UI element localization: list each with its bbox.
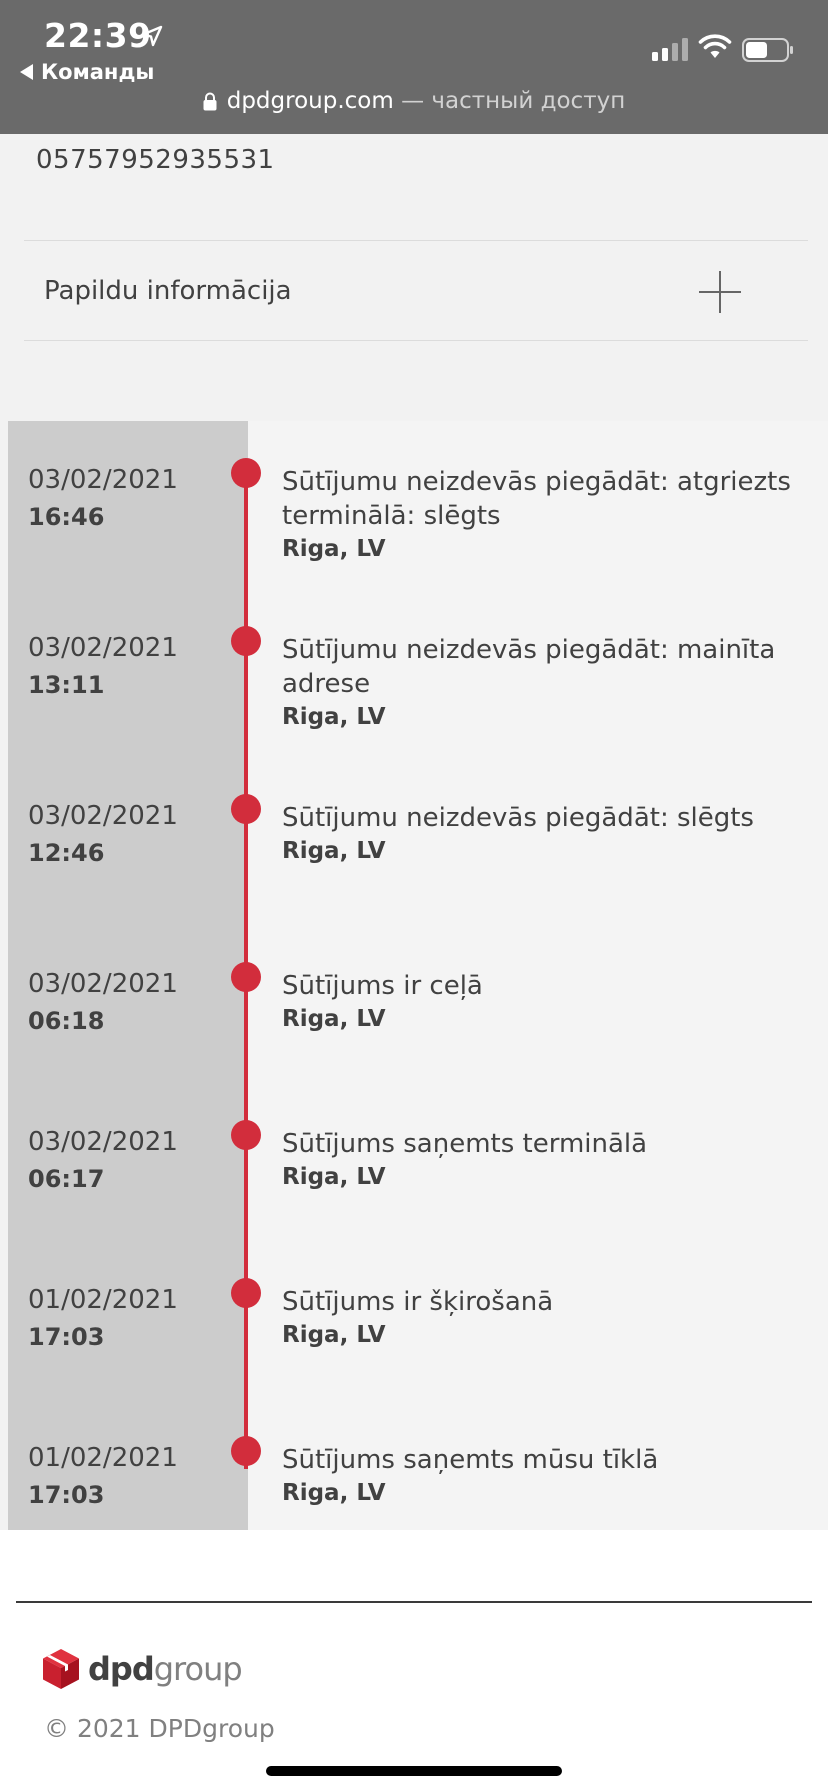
event-date: 03/02/2021 bbox=[28, 969, 178, 999]
dpd-cube-logo-icon bbox=[42, 1648, 80, 1690]
event-place: Riga, LV bbox=[282, 536, 386, 562]
cellular-signal-icon bbox=[652, 37, 688, 61]
footer-divider bbox=[16, 1601, 812, 1603]
event-date: 03/02/2021 bbox=[28, 801, 178, 831]
logo-text-group: group bbox=[153, 1650, 242, 1688]
event-date: 01/02/2021 bbox=[28, 1443, 178, 1473]
event-time: 13:11 bbox=[28, 671, 105, 699]
status-time: 22:39 bbox=[44, 16, 152, 55]
event-time: 16:46 bbox=[28, 503, 105, 531]
event-date: 01/02/2021 bbox=[28, 1285, 178, 1315]
event-time: 06:18 bbox=[28, 1007, 105, 1035]
dpdgroup-logo[interactable] bbox=[42, 1648, 242, 1690]
battery-icon bbox=[742, 38, 794, 62]
timeline-dot-icon bbox=[231, 1436, 261, 1466]
divider-bottom bbox=[24, 340, 808, 341]
copyright: © 2021 DPDgroup bbox=[44, 1714, 275, 1743]
timeline-dot-icon bbox=[231, 794, 261, 824]
event-status: Sūtījums ir ceļā bbox=[282, 971, 483, 1001]
browser-top-bar bbox=[0, 0, 828, 134]
event-time: 06:17 bbox=[28, 1165, 105, 1193]
event-time: 17:03 bbox=[28, 1481, 105, 1509]
timeline-dot-icon bbox=[231, 458, 261, 488]
event-place: Riga, LV bbox=[282, 838, 386, 864]
event-place: Riga, LV bbox=[282, 1480, 386, 1506]
home-indicator[interactable] bbox=[266, 1766, 562, 1776]
page-footer bbox=[0, 1530, 828, 1792]
back-triangle-icon bbox=[20, 64, 33, 80]
event-date: 03/02/2021 bbox=[28, 1127, 178, 1157]
event-place: Riga, LV bbox=[282, 1322, 386, 1348]
plus-icon[interactable] bbox=[699, 271, 741, 313]
logo-text-dpd: dpd bbox=[88, 1650, 154, 1688]
event-status: Sūtījumu neizdevās piegādāt: atgriezts terminālā: slēgts bbox=[282, 467, 791, 531]
back-to-app-button[interactable] bbox=[20, 60, 154, 84]
timeline-dot-icon bbox=[231, 1278, 261, 1308]
event-status: Sūtījumu neizdevās piegādāt: slēgts bbox=[282, 803, 754, 833]
tracking-timeline bbox=[8, 421, 828, 1530]
event-place: Riga, LV bbox=[282, 704, 386, 730]
back-to-app-label: Команды bbox=[41, 60, 155, 84]
wifi-icon bbox=[698, 34, 732, 60]
event-status: Sūtījumu neizdevās piegādāt: mainīta adrese bbox=[282, 635, 776, 699]
url-domain: dpdgroup.com bbox=[226, 88, 394, 114]
event-status: Sūtījums ir šķirošanā bbox=[282, 1287, 554, 1317]
url-bar[interactable] bbox=[0, 88, 828, 114]
tracking-number: 05757952935531 bbox=[36, 145, 275, 175]
event-date: 03/02/2021 bbox=[28, 465, 178, 495]
timeline-dot-icon bbox=[231, 962, 261, 992]
event-status: Sūtījums saņemts mūsu tīklā bbox=[282, 1445, 659, 1475]
event-time: 17:03 bbox=[28, 1323, 105, 1351]
lock-icon bbox=[203, 92, 217, 111]
event-date: 03/02/2021 bbox=[28, 633, 178, 663]
url-private-mode: — частный доступ bbox=[401, 88, 626, 114]
event-place: Riga, LV bbox=[282, 1164, 386, 1190]
location-arrow-icon bbox=[140, 24, 164, 48]
additional-info-label: Papildu informācija bbox=[44, 276, 292, 306]
event-time: 12:46 bbox=[28, 839, 105, 867]
timeline-dot-icon bbox=[231, 1120, 261, 1150]
additional-info-toggle[interactable] bbox=[24, 241, 808, 341]
event-status: Sūtījums saņemts terminālā bbox=[282, 1129, 648, 1159]
timeline-dot-icon bbox=[231, 626, 261, 656]
event-place: Riga, LV bbox=[282, 1006, 386, 1032]
